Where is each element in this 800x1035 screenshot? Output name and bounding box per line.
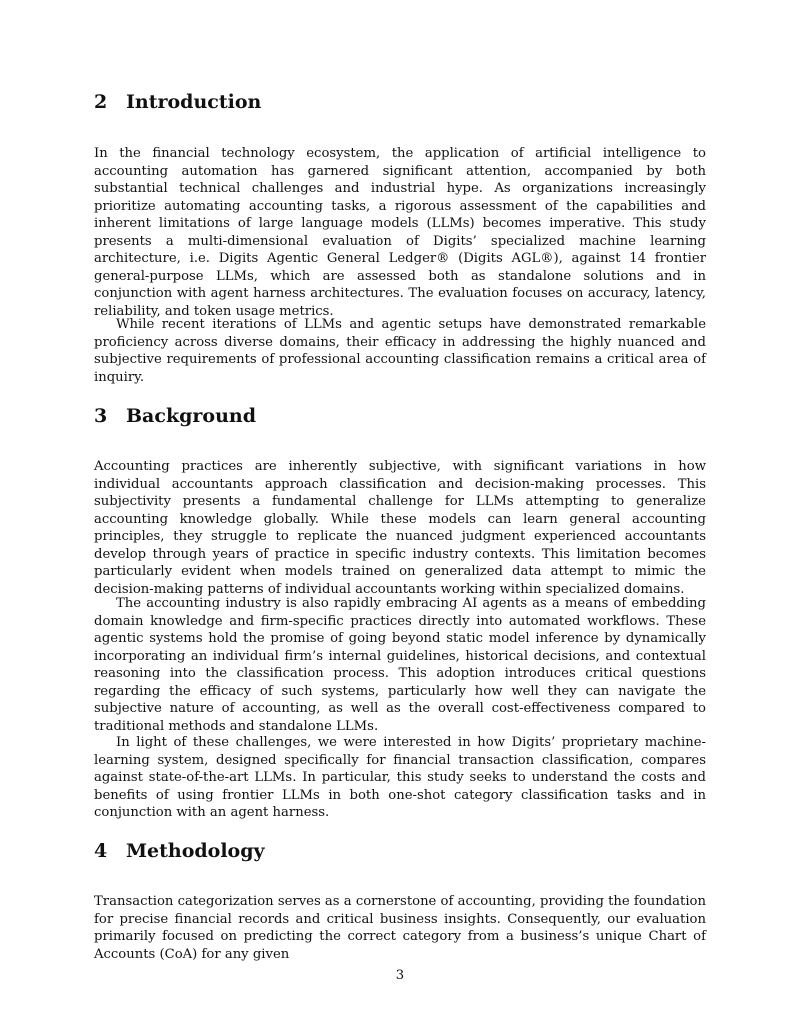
section-title: Background: [126, 405, 256, 427]
paragraph: Accounting practices are inherently subjective, with significant variations in how individual accountants approach classification and decision-making processes. This subjectivity presents a fundamental challenge for LLMs attempting to generalize accounting knowledge globally. While these models can learn general accounting principles, they struggle to replicate the nuanced judgment experienced accountants develop through years of practice in specific industry contexts. This limitation becomes particularly evident when models trained on generalized data attempt to mimic the decision-making patterns of individual accountants working within specialized domains.: [94, 459, 706, 597]
section-title: Methodology: [126, 840, 265, 862]
section-heading-background: [94, 405, 256, 427]
page-number: 3: [395, 968, 405, 983]
section-title: Introduction: [126, 91, 262, 113]
section-number: 4: [94, 840, 108, 862]
paragraph: In the financial technology ecosystem, the application of artificial intelligence to accounting automation has garnered significant attention, accompanied by both substantial technical challenges and industrial hype. As organizations increasingly prioritize automating accounting tasks, a rigorous assessment of the capabilities and inherent limitations of large language models (LLMs) becomes imperative. This study presents a multi-dimensional evaluation of Digits’ specialized machine learning architecture, i.e. Digits Agentic General Ledger® (Digits AGL®), against 14 frontier general-purpose LLMs, which are assessed both as standalone solutions and in conjunction with agent harness architectures. The evaluation focuses on accuracy, latency, reliability, and token usage metrics.: [94, 146, 706, 319]
paragraph: While recent iterations of LLMs and agentic setups have demonstrated remarkable proficiency across diverse domains, their efficacy in addressing the highly nuanced and subjective requirements of professional accounting classification remains a critical area of inquiry.: [94, 317, 706, 385]
section-heading-methodology: [94, 840, 265, 862]
paragraph: Transaction categorization serves as a cornerstone of accounting, providing the foundation for precise financial records and critical business insights. Consequently, our evaluation primarily focused on predicting the correct category from a business’s unique Chart of Accounts (CoA) for any given: [94, 894, 706, 962]
section-number: 2: [94, 91, 108, 113]
section-number: 3: [94, 405, 108, 427]
paragraph: The accounting industry is also rapidly embracing AI agents as a means of embedding domain knowledge and firm-specific practices directly into automated workflows. These agentic systems hold the promise of going beyond static model inference by dynamically incorporating an individual firm’s internal guidelines, historical decisions, and contextual reasoning into the classification process. This adoption introduces critical questions regarding the efficacy of such systems, particularly how well they can navigate the subjective nature of accounting, as well as the overall cost-effectiveness compared to traditional methods and standalone LLMs.: [94, 596, 706, 734]
section-heading-introduction: [94, 91, 261, 113]
paragraph: In light of these challenges, we were interested in how Digits’ proprietary machine-learning system, designed specifically for financial transaction classification, compares against state-of-the-art LLMs. In particular, this study seeks to understand the costs and benefits of using frontier LLMs in both one-shot category classification tasks and in conjunction with an agent harness.: [94, 735, 706, 820]
